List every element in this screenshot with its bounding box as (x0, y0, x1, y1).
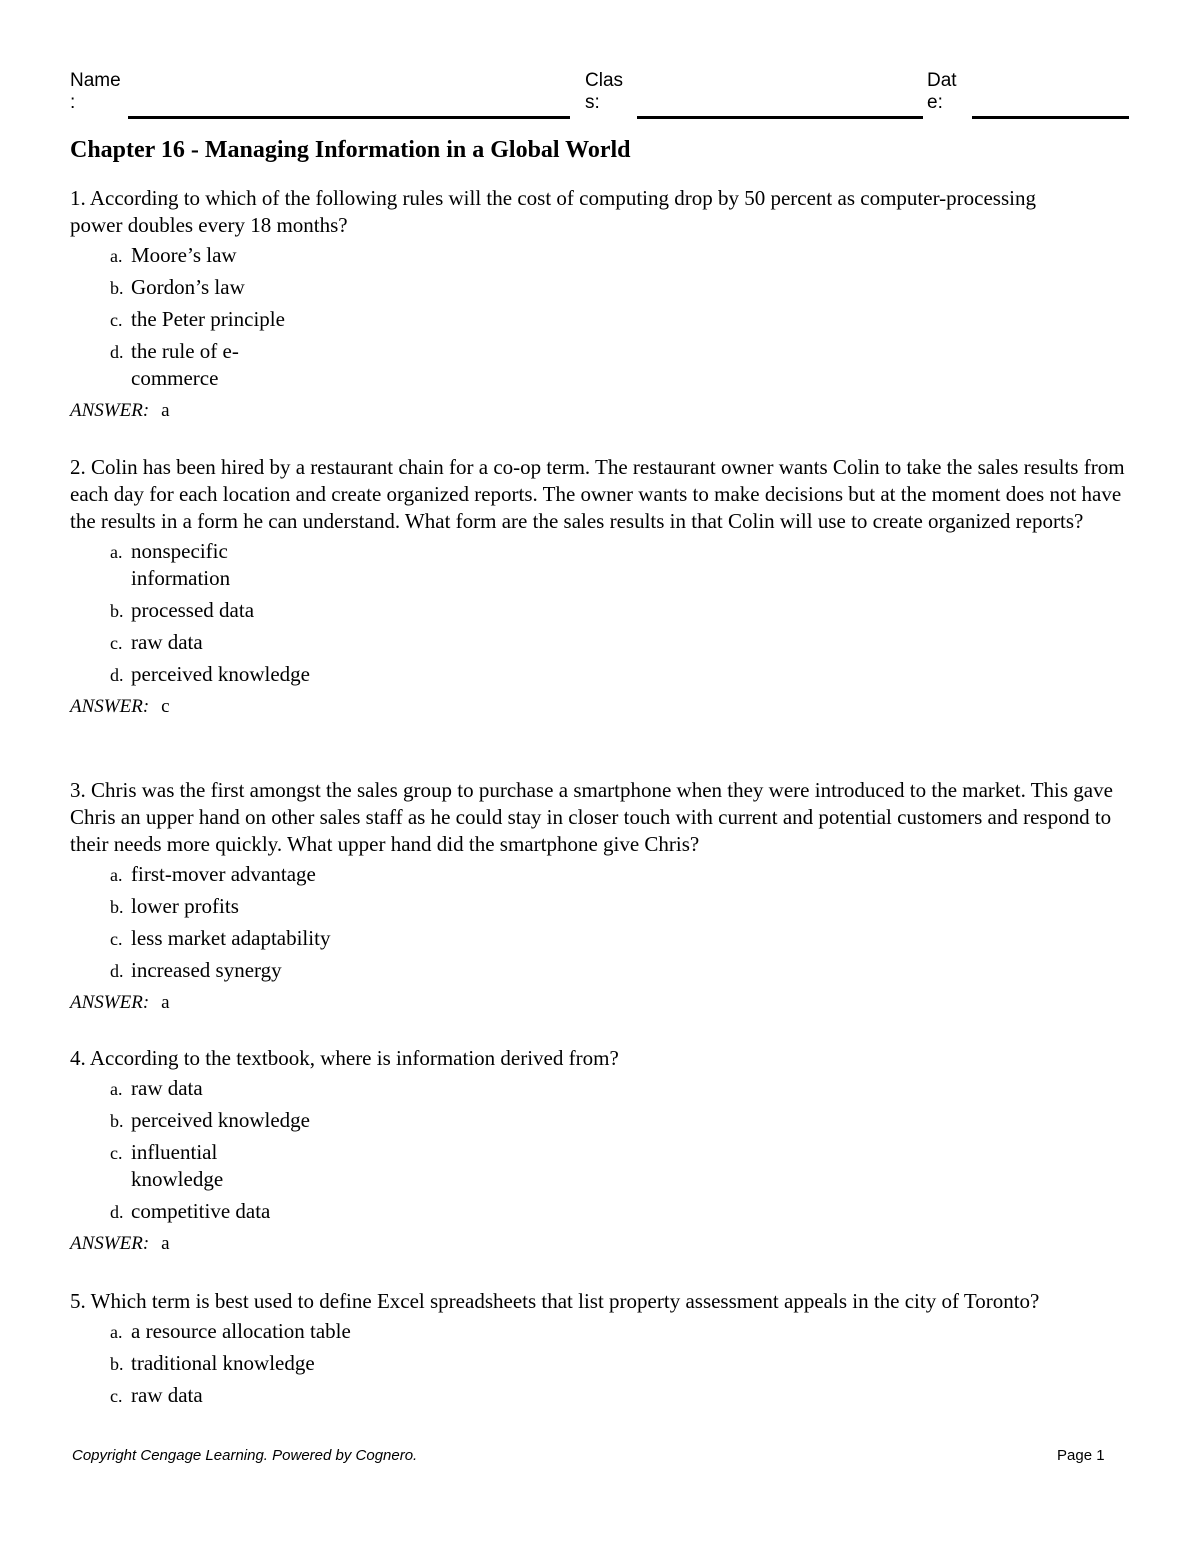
option-a[interactable] (70, 242, 1130, 269)
option-b[interactable] (70, 893, 1130, 920)
option-text: traditional knowledge (131, 1351, 315, 1375)
question-text: 4. According to the textbook, where is information derived from? (70, 1046, 619, 1070)
option-letter: a. (110, 246, 123, 266)
option-letter: c. (110, 1143, 123, 1163)
answer-line (70, 693, 1130, 720)
option-d[interactable] (70, 957, 1130, 984)
name-field-line[interactable] (128, 116, 570, 119)
date-label-part-1: Dat (927, 70, 957, 91)
question-5 (70, 1288, 1130, 1409)
option-text: Gordon’s law (131, 275, 245, 299)
answer-value: a (161, 1233, 170, 1254)
option-text: lower profits (131, 894, 239, 918)
page-number: Page 1 (1057, 1447, 1105, 1464)
answer-label: ANSWER: (70, 696, 150, 717)
option-letter: a. (110, 1322, 123, 1342)
answer-label: ANSWER: (70, 992, 150, 1013)
option-c[interactable] (70, 306, 1130, 333)
copyright-footer: Copyright Cengage Learning. Powered by Cognero. (72, 1447, 418, 1464)
question-2 (70, 454, 1130, 720)
date-field-label (927, 70, 957, 114)
option-text: raw data (131, 630, 203, 654)
option-text: Moore’s law (131, 243, 237, 267)
question-text: 5. Which term is best used to define Excel spreadsheets that list property assessment appeals in the city of Toronto? (70, 1289, 1040, 1313)
option-text: less market adaptability (131, 926, 331, 950)
option-b[interactable] (70, 1107, 1130, 1134)
option-c[interactable] (70, 925, 1130, 952)
option-c[interactable] (70, 1139, 1130, 1193)
option-d[interactable] (70, 1198, 1130, 1225)
answer-value: a (161, 992, 170, 1013)
option-text: the Peter principle (131, 307, 285, 331)
option-letter: c. (110, 310, 123, 330)
option-letter: d. (110, 665, 124, 685)
option-text: processed data (131, 598, 255, 622)
name-label-part-1: Name (70, 70, 121, 91)
option-text: competitive data (131, 1199, 271, 1223)
option-letter: d. (110, 1202, 124, 1222)
name-label-part-2: : (70, 92, 76, 113)
option-text: a resource allocation table (131, 1319, 351, 1343)
option-a[interactable] (70, 861, 1130, 888)
class-field-line[interactable] (637, 116, 923, 119)
option-letter: c. (110, 633, 123, 653)
answer-value: a (161, 400, 170, 421)
option-letter: b. (110, 897, 124, 917)
option-c[interactable] (70, 629, 1130, 656)
class-label-part-2: s: (585, 92, 600, 113)
option-letter: d. (110, 961, 124, 981)
option-text: increased synergy (131, 958, 282, 982)
option-text: influential knowledge (131, 1140, 224, 1191)
question-4 (70, 1045, 1130, 1257)
option-a[interactable] (70, 1318, 1130, 1345)
option-letter: c. (110, 929, 123, 949)
option-text: raw data (131, 1383, 203, 1407)
option-b[interactable] (70, 1350, 1130, 1377)
answer-line (70, 989, 1130, 1016)
answer-line (70, 397, 1130, 424)
date-field-line[interactable] (972, 116, 1129, 119)
option-letter: b. (110, 1354, 124, 1374)
answer-label: ANSWER: (70, 400, 150, 421)
question-text: 1. According to which of the following rules will the cost of computing drop by 50 percent as computer-processing power doubles every 18 months? (70, 186, 1036, 237)
option-b[interactable] (70, 597, 1130, 624)
class-label-part-1: Clas (585, 70, 624, 91)
question-1 (70, 185, 1130, 424)
option-text: the rule of e-commerce (131, 339, 239, 390)
class-field-label (585, 70, 623, 114)
answer-label: ANSWER: (70, 1233, 150, 1254)
option-text: perceived knowledge (131, 1108, 311, 1132)
answer-line (70, 1230, 1130, 1257)
option-letter: a. (110, 865, 123, 885)
page-title: Chapter 16 - Managing Information in a Global World (70, 137, 631, 163)
option-d[interactable] (70, 661, 1130, 688)
option-text: perceived knowledge (131, 662, 311, 686)
question-3 (70, 777, 1130, 1016)
option-b[interactable] (70, 274, 1130, 301)
option-letter: b. (110, 1111, 124, 1131)
option-a[interactable] (70, 1075, 1130, 1102)
option-text: first-mover advantage (131, 862, 316, 886)
option-letter: a. (110, 542, 123, 562)
option-d[interactable] (70, 338, 331, 392)
option-text: raw data (131, 1076, 203, 1100)
option-letter: b. (110, 278, 124, 298)
date-label-part-2: e: (927, 92, 943, 113)
option-letter: c. (110, 1386, 123, 1406)
option-letter: a. (110, 1079, 123, 1099)
name-field-label (70, 70, 121, 114)
question-text: 3. Chris was the first amongst the sales group to purchase a smartphone when they were introduced to the market. This gave Chris an upper hand on other sales staff as he could stay in closer touch with current and potential customers and respond to their needs more quickly. What upper hand did the smartphone give Chris? (70, 778, 1113, 856)
option-letter: d. (110, 342, 124, 362)
option-letter: b. (110, 601, 124, 621)
option-a[interactable] (70, 538, 1130, 592)
option-text: nonspecific information (131, 539, 231, 590)
question-text: 2. Colin has been hired by a restaurant chain for a co-op term. The restaurant owner wants Colin to take the sales results from each day for each location and create organized reports. The owner wants to make decisions but at the moment does not have the results in a form he can understand. What form are the sales results in that Colin will use to create organized reports? (70, 455, 1125, 533)
option-c[interactable] (70, 1382, 1130, 1409)
answer-value: c (161, 696, 170, 717)
